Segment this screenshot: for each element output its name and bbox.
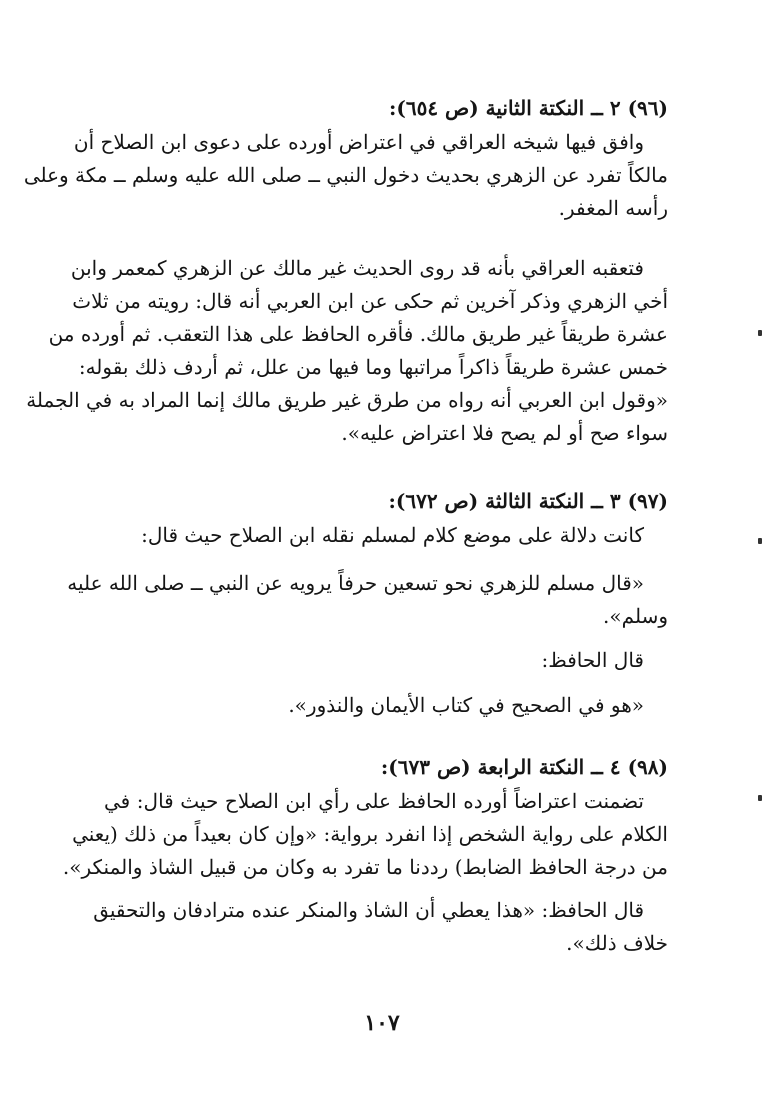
paragraph-line: وافق فيها شيخه العراقي في اعتراض أورده على دعوى ابن الصلاح أن (73, 130, 644, 154)
page-number: ١٠٧ (364, 1010, 400, 1036)
paragraph-line: قال الحافظ: «هذا يعطي أن الشاذ والمنكر عنده مترادفان والتحقيق (93, 898, 644, 922)
paragraph-line: خلاف ذلك». (566, 931, 668, 955)
quote-line: «هو في الصحيح في كتاب الأيمان والنذور». (288, 693, 644, 717)
paragraph-line: الكلام على رواية الشخص إذا انفرد برواية: «وإن كان بعيداً من ذلك (يعني (72, 822, 668, 846)
paragraph-line: خمس عشرة طريقاً ذاكراً مراتبها وما فيها من علل، ثم أردف ذلك بقوله: (78, 355, 668, 379)
scan-mark (758, 538, 762, 544)
quote-line: «قال مسلم للزهري نحو تسعين حرفاً يرويه عن النبي ــ صلى الله عليه (67, 571, 644, 595)
paragraph-line: تضمنت اعتراضاً أورده الحافظ على رأي ابن الصلاح حيث قال: في (104, 789, 644, 813)
section-heading-97: (٩٧) ٣ ــ النكتة الثالثة (ص ٦٧٢): (388, 489, 668, 513)
quote-line: «وقول ابن العربي أنه رواه من طرق غير طريق مالك إنما المراد به في الجملة (26, 388, 668, 412)
scan-mark (758, 795, 762, 801)
paragraph-line: قال الحافظ: (541, 648, 644, 672)
paragraph-line: كانت دلالة على موضع كلام لمسلم نقله ابن الصلاح حيث قال: (141, 523, 644, 547)
section-heading-96: (٩٦) ٢ ــ النكتة الثانية (ص ٦٥٤): (388, 96, 668, 120)
paragraph-line: مالكاً تفرد عن الزهري بحديث دخول النبي ــ صلى الله عليه وسلم ــ مكة وعلى (23, 163, 668, 187)
quote-line: سواء صح أو لم يصح فلا اعتراض عليه». (341, 421, 668, 445)
paragraph-line: رأسه المغفر. (558, 196, 668, 220)
paragraph-line: من درجة الحافظ الضابط) رددنا ما تفرد به وكان من قبيل الشاذ والمنكر». (62, 855, 668, 879)
paragraph-line: فتعقبه العراقي بأنه قد روى الحديث غير مالك عن الزهري كمعمر وابن (70, 256, 644, 280)
paragraph-line: عشرة طريقاً غير طريق مالك. فأقره الحافظ على هذا التعقب. ثم أورده من (48, 322, 668, 346)
section-heading-98: (٩٨) ٤ ــ النكتة الرابعة (ص ٦٧٣): (380, 755, 668, 779)
scan-mark (758, 330, 762, 336)
quote-line: وسلم». (603, 604, 668, 628)
paragraph-line: أخي الزهري وذكر آخرين ثم حكى عن ابن العربي أنه قال: رويته من ثلاث (72, 289, 668, 313)
